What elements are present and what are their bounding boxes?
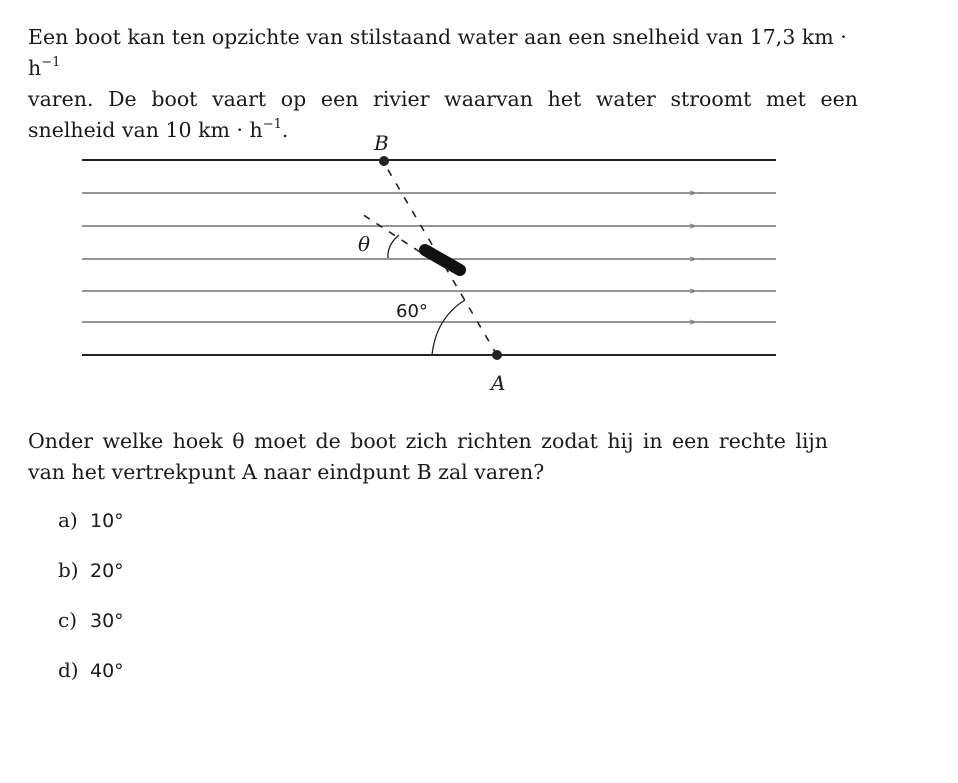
question-line-1: Onder welke hoek θ moet de boot zich richten zodat hij in een rechte lijn [28, 429, 828, 453]
theta-angle-arc [388, 235, 399, 258]
intro-line-1: Een boot kan ten opzichte van stilstaand water aan een snelheid van 17,3 km · $h^{-1}$ [28, 25, 847, 80]
point-b [379, 156, 389, 166]
intro-line-3: snelheid van 10 km · $h^{-1}$. [28, 117, 289, 142]
label-theta: θ [358, 232, 371, 256]
intro-line-2: varen. De boot vaart op een rivier waarvan het water stroomt met een [28, 87, 858, 111]
option-c[interactable]: c) 30° [58, 608, 124, 632]
current-arrow-icons [690, 191, 696, 324]
option-d[interactable]: d) 40° [58, 658, 124, 682]
point-a [492, 350, 502, 360]
label-b: B [374, 131, 389, 155]
label-sixty-degrees: 60° [396, 301, 428, 322]
boat [425, 250, 460, 270]
heading-reference-line [362, 214, 420, 252]
answer-options [58, 508, 124, 708]
label-a: A [491, 371, 506, 395]
option-a[interactable]: a) 10° [58, 508, 124, 532]
question-line-2: van het vertrekpunt A naar eindpunt B zal varen? [28, 460, 545, 484]
option-b[interactable]: b) 20° [58, 558, 124, 582]
sixty-degree-arc [432, 300, 465, 355]
question-text [28, 426, 828, 488]
